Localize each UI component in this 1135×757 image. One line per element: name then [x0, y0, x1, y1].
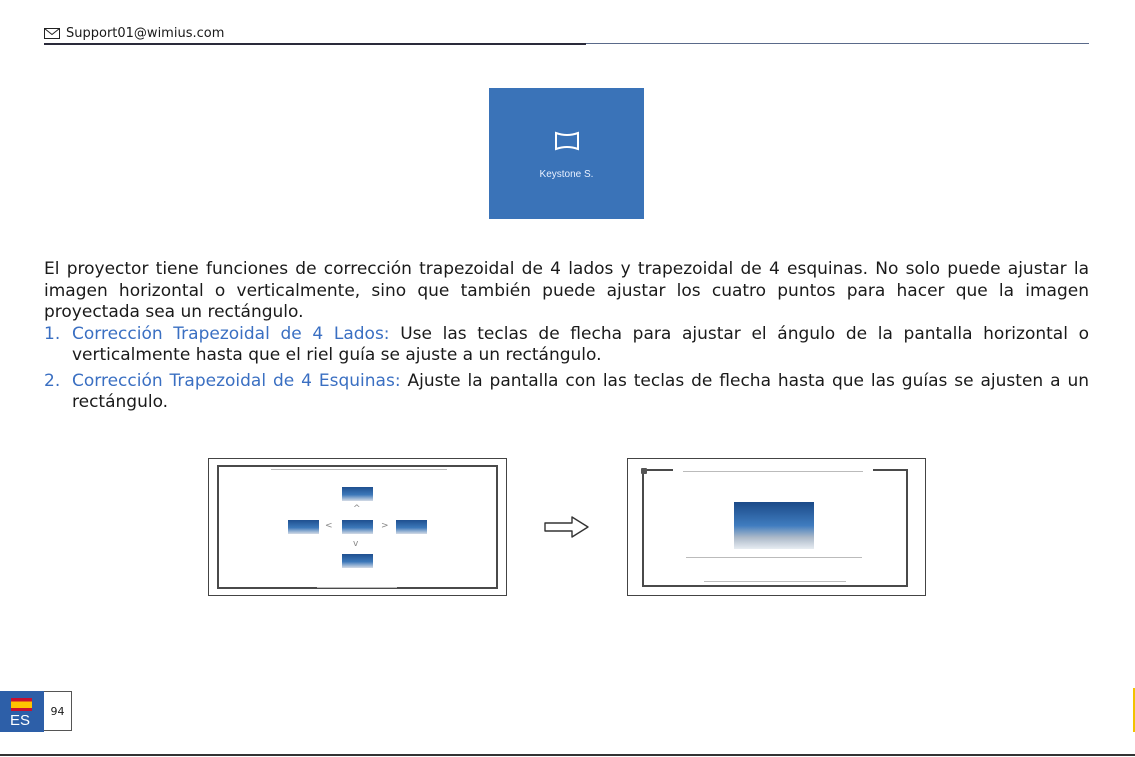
page-number: 94 [44, 691, 72, 731]
chevron-down-icon: v [353, 539, 359, 549]
correction-list [44, 324, 1089, 414]
keystone-tile-label: Keystone S. [539, 169, 594, 180]
chevron-up-icon: ^ [353, 504, 361, 514]
preview-thumb-center [342, 520, 373, 534]
header-email [44, 26, 224, 41]
chevron-left-icon: < [325, 521, 333, 531]
language-code: ES [10, 712, 31, 729]
hint-line [317, 587, 397, 588]
preview-thumb-up [342, 487, 373, 501]
list-number: 2. [44, 370, 61, 391]
four-side-keystone-screenshot [208, 458, 507, 596]
list-number: 1. [44, 323, 61, 344]
preview-image [734, 502, 814, 549]
list-item [44, 324, 1089, 367]
footer-rule [0, 754, 1135, 756]
keystone-frame-icon [554, 131, 580, 151]
list-term: Corrección Trapezoidal de 4 Lados: [72, 323, 390, 344]
hint-line [686, 557, 862, 558]
list-text: Ajuste la pantalla con las teclas de flecha hasta que las guías se ajusten a un rectángulo. [72, 370, 1089, 412]
preview-thumb-left [288, 520, 319, 534]
preview-thumb-down [342, 554, 373, 568]
header-rule [44, 43, 586, 45]
envelope-icon [44, 28, 60, 39]
four-corner-keystone-screenshot [627, 458, 926, 596]
arrow-right-icon [544, 515, 590, 539]
corner-marker [641, 468, 647, 474]
header-rule-accent [586, 43, 1089, 44]
frame-caption-line [271, 469, 447, 470]
frame-caption-line [683, 471, 863, 472]
list-term: Corrección Trapezoidal de 4 Esquinas: [72, 370, 401, 391]
list-item [44, 371, 1089, 414]
spain-flag-icon [11, 698, 32, 711]
support-email[interactable]: Support01@wimius.com [66, 26, 225, 41]
body-text [44, 259, 1089, 414]
keystone-tile[interactable] [489, 88, 644, 219]
frame-caption-line [704, 581, 846, 582]
language-badge [0, 691, 44, 732]
chevron-right-icon: > [381, 521, 389, 531]
preview-thumb-right [396, 520, 427, 534]
list-text: Use las teclas de flecha para ajustar el ángulo de la pantalla horizontal o verticalmente hasta que el riel guía se ajuste a un rectángulo. [72, 323, 1089, 365]
intro-paragraph: El proyector tiene funciones de corrección trapezoidal de 4 lados y trapezoidal de 4 esquinas. No solo puede ajustar la imagen horizontal o verticalmente, sino que también puede ajustar los cuatro puntos para hacer que la imagen proyectada sea un rectángulo. [44, 259, 1089, 322]
